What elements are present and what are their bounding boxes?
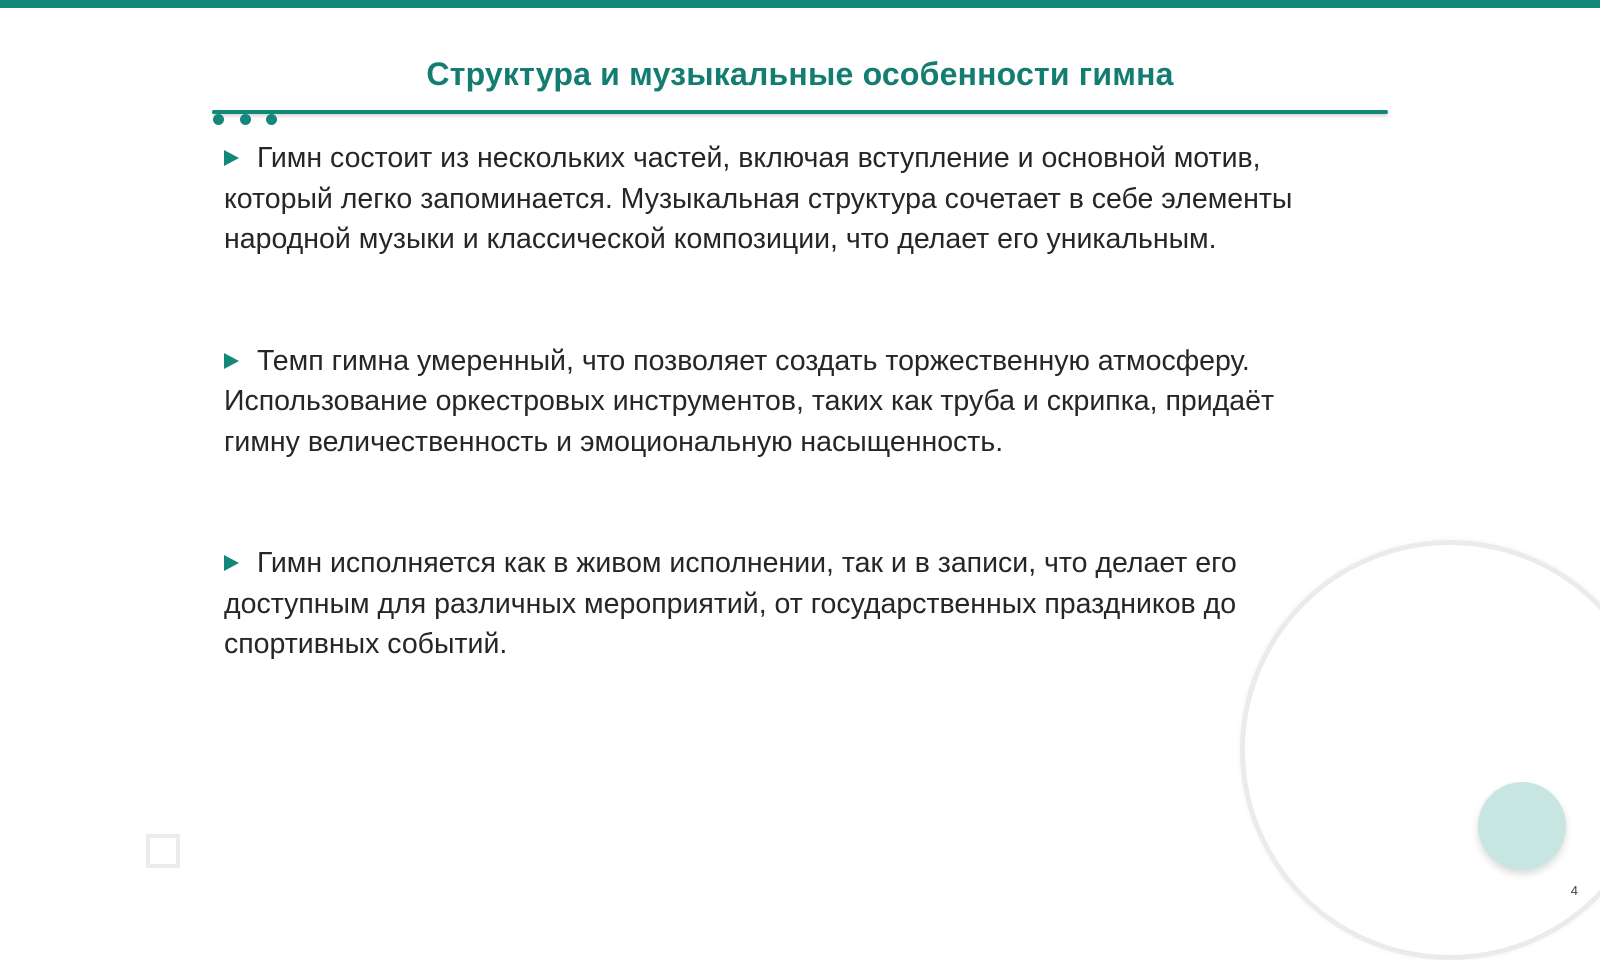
paragraph-line: Использование оркестровых инструментов, таких как труба и скрипка, придаёт — [224, 385, 1275, 417]
top-accent-bar — [0, 0, 1600, 8]
bullet-paragraph-3 — [224, 543, 1374, 665]
decor-dot — [240, 114, 251, 125]
decor-dot — [213, 114, 224, 125]
paragraph-line: Гимн исполняется как в живом исполнении, так и в записи, что делает его — [257, 547, 1237, 579]
page-number: 4 — [1570, 883, 1578, 898]
decor-circle — [1478, 782, 1566, 870]
triangle-right-icon — [224, 150, 239, 166]
triangle-right-icon — [224, 555, 239, 571]
paragraph-line: народной музыки и классической композиции, что делает его уникальным. — [224, 223, 1217, 255]
bullet-paragraph-1 — [224, 138, 1374, 260]
paragraph-line: гимну величественность и эмоциональную насыщенность. — [224, 425, 1004, 458]
paragraph-line: доступным для различных мероприятий, от государственных праздников до — [224, 587, 1237, 620]
triangle-right-icon — [224, 353, 239, 369]
slide-title: Структура и музыкальные особенности гимна — [426, 56, 1174, 92]
decor-square — [146, 834, 180, 868]
decor-dot — [266, 114, 277, 125]
paragraph-line: спортивных событий. — [224, 628, 508, 660]
paragraph-line: Гимн состоит из нескольких частей, включая вступление и основной мотив, — [257, 142, 1261, 174]
bullet-paragraph-2 — [224, 341, 1374, 463]
paragraph-line: который легко запоминается. Музыкальная структура сочетает в себе элементы — [224, 182, 1293, 215]
slide-body — [224, 138, 1374, 746]
title-underline — [212, 110, 1388, 114]
paragraph-line: Темп гимна умеренный, что позволяет создать торжественную атмосферу. — [257, 344, 1250, 377]
